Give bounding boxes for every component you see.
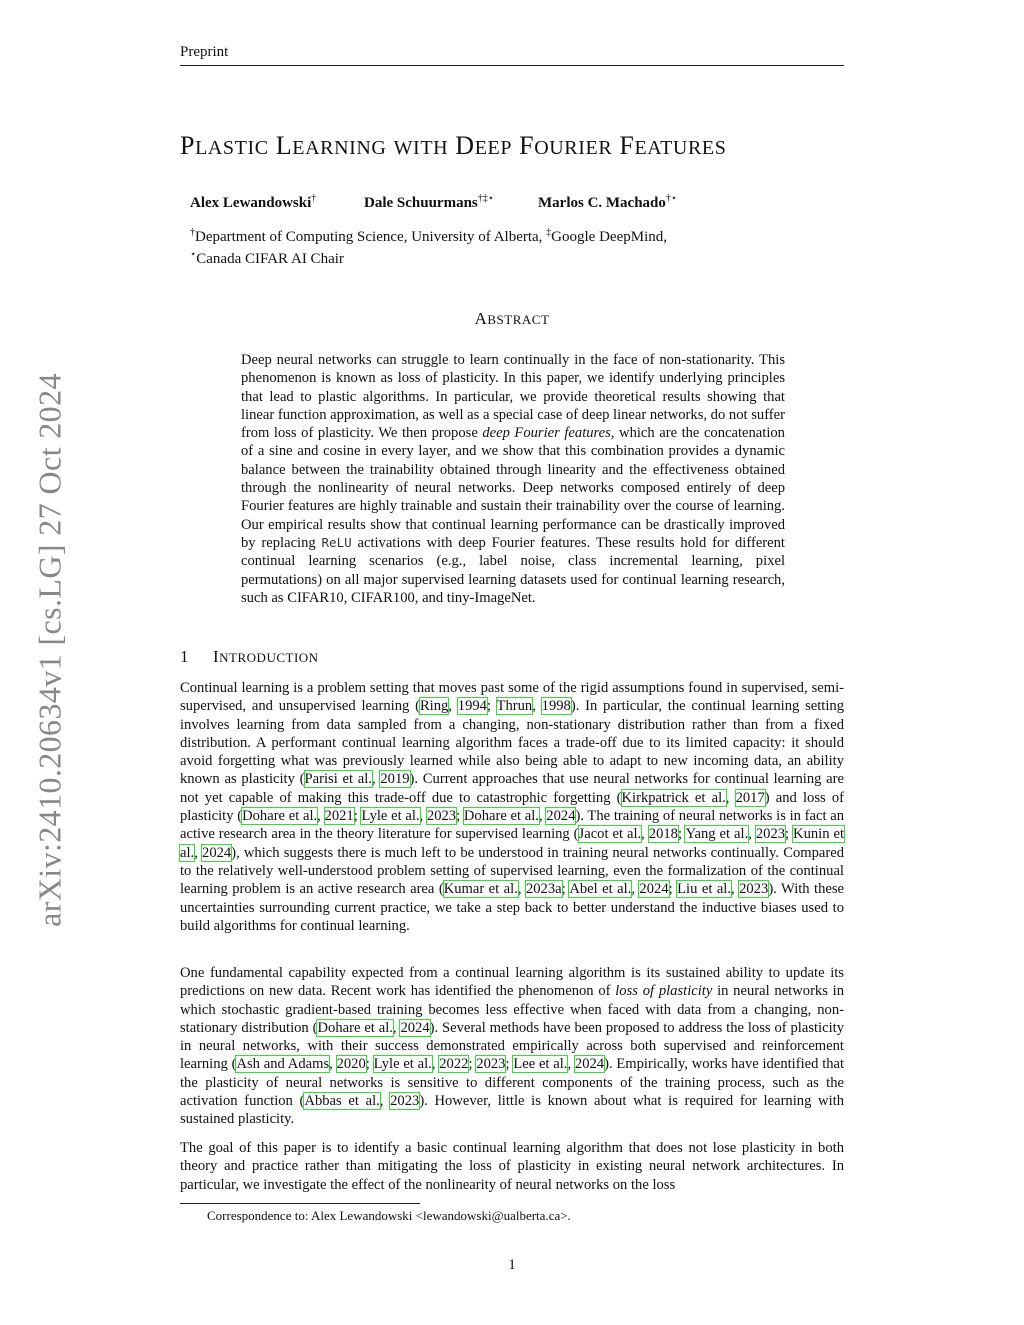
- citation-link[interactable]: 2023: [755, 826, 786, 843]
- body-text: ). Current approaches that use neural networks for continual learning are not yet capable of making this trade-off due to catastrophic forgetting (: [180, 771, 844, 806]
- footnote-rule: [180, 1203, 420, 1204]
- citation-link[interactable]: Thrun: [496, 698, 533, 715]
- citation-link[interactable]: 2024: [546, 808, 576, 825]
- citation-link[interactable]: Lyle et al.: [361, 808, 420, 825]
- title-smallcaps: OURIER: [534, 137, 613, 159]
- paper-title: [180, 131, 880, 161]
- citation-link[interactable]: 2021: [324, 808, 354, 825]
- citation-link[interactable]: 2017: [735, 789, 765, 806]
- abstract-body: [241, 351, 785, 607]
- arxiv-identifier-stamp[interactable]: arXiv:2410.20634v1 [cs.LG] 27 Oct 2024: [31, 373, 68, 927]
- heading-cap: A: [474, 309, 488, 328]
- abstract-text: Deep neural networks can struggle to learn continually in the face of non-stationarity. This phenomenon is known as loss of plasticity. In this paper, we identify underlying principles that lead to plastic algorithms. In particular, we provide theoretical results showing that linear function approximation, as well as a special case of deep linear networks, do not suffer from loss of plasticity. We then propose: [241, 352, 785, 442]
- citation-link[interactable]: 2023: [390, 1093, 420, 1110]
- abstract-text: activations with deep Fourier features. These results hold for different continual learning scenarios (e.g., label noise, class incremental learning, pixel permutations) on all major supervised learning datasets used for continual learning research, such as CIFAR10, CIFAR100, and tiny-ImageNet.: [241, 534, 785, 606]
- citation-link[interactable]: Dohare et al.: [463, 808, 539, 825]
- title-cap: D: [455, 131, 475, 160]
- body-text: ). The training of neural networks is in fact an active research area in the theory literature for supervised learning (: [180, 808, 845, 843]
- affil-text: Canada CIFAR AI Chair: [196, 251, 344, 267]
- citation-link[interactable]: Yang et al.: [685, 826, 749, 843]
- heading-cap: I: [213, 647, 220, 666]
- title-cap: F: [619, 131, 635, 160]
- citation-link[interactable]: 2024: [400, 1019, 430, 1036]
- affiliations: [190, 224, 667, 268]
- title-smallcaps: LASTIC: [195, 137, 269, 159]
- citation-link[interactable]: 2019: [380, 771, 410, 788]
- title-cap: L: [275, 131, 293, 160]
- title-cap: F: [519, 131, 535, 160]
- page-number: 1: [508, 1257, 516, 1273]
- running-header: Preprint: [180, 44, 229, 60]
- body-text: One fundamental capability expected from a continual learning algorithm is its sustained ability to update its predictions on new data. Recent work has identified the phenomenon of: [180, 965, 844, 1000]
- section-number: 1: [180, 647, 189, 666]
- affil-text: Google DeepMind,: [551, 229, 667, 245]
- author-marks: †: [311, 193, 317, 204]
- title-smallcaps: EEP: [474, 137, 513, 159]
- heading-smallcaps: NTRODUCTION: [219, 650, 319, 665]
- citation-link[interactable]: Abel et al.: [569, 881, 632, 898]
- title-cap: P: [180, 131, 196, 160]
- abstract-code: ReLU: [321, 534, 352, 550]
- author: [538, 193, 677, 212]
- affil-mark: ⋆: [190, 249, 197, 260]
- intro-paragraph-3: The goal of this paper is to identify a basic continual learning algorithm that does not lose plasticity in both theory and practice rather than mitigating the loss of plasticity in existing neural network architectures. In particular, we investigate the effect of the nonlinearity of neural networks on the loss: [180, 1140, 844, 1193]
- intro-paragraph-1: Continual learning is a problem setting that moves past some of the rigid assumptions found in supervised, semi-supervised, and unsupervised learning (Ring, 1994; Thrun, 1998). In particular, the continual learning setting involves learning from data sampled from a changing, non-stationary distribution rather than from a fixed distribution. A performant continual learning algorithm faces a trade-off due to its limited capacity: it should avoid forgetting what was previously learned while also being able to adapt to new incoming data, an ability known as plasticity (Parisi et al., 2019). Current approaches that use neural networks for continual learning are not yet capable of making this trade-off due to catastrophic forgetting (Kirkpatrick et al., 2017) and loss of plasticity (Dohare et al., 2021; Lyle et al., 2023; Dohare et al., 2024). The training of neural networks is in fact an active research area in the theory literature for supervised learning (Jacot et al., 2018; Yang et al., 2023; Kunin et al., 2024), which suggests there is much left to be understood in training neural networks continually. Compared to the relatively well-understood problem setting of supervised learning, even the formalization of the continual learning problem is an active research area (Kumar et al., 2023a; Abel et al., 2024; Liu et al., 2023). With these uncertainties surrounding current practice, we take a step back to better understand the inductive biases used to build algorithms for continual learning.: [180, 680, 845, 934]
- abstract-emphasis: deep Fourier features: [482, 425, 611, 442]
- citation-link[interactable]: Lyle et al.: [373, 1056, 432, 1073]
- section-heading: [180, 647, 319, 667]
- body-emphasis: loss of plasticity: [615, 983, 713, 1000]
- author-name: Alex Lewandowski: [190, 195, 312, 211]
- citation-link[interactable]: Kirkpatrick et al.: [621, 789, 726, 806]
- citation-link[interactable]: 2023: [426, 808, 457, 825]
- citation-link[interactable]: Kumar et al.: [443, 881, 518, 898]
- abstract-heading: [0, 309, 1024, 329]
- citation-link[interactable]: 2020: [336, 1056, 366, 1073]
- author-name: Dale Schuurmans: [364, 195, 478, 211]
- footnote: Correspondence to: Alex Lewandowski <lewandowski@ualberta.ca>.: [207, 1208, 571, 1223]
- heading-smallcaps: BSTRACT: [487, 312, 550, 327]
- citation-link[interactable]: Abbas et al.: [304, 1093, 380, 1110]
- author: [190, 193, 316, 212]
- citation-link[interactable]: 2023: [739, 881, 769, 898]
- body-text: in neural networks in which stochastic gradient-based training becomes less effective when faced with data from a changing, non-stationary distribution (: [180, 983, 845, 1036]
- body-text: Continual learning is a problem setting that moves past some of the rigid assumptions found in supervised, semi-supervised, and unsupervised learning (: [180, 680, 844, 715]
- author: [364, 193, 494, 212]
- citation-link[interactable]: 2018: [648, 826, 678, 843]
- abstract-text: , which are the concatenation of a sine and cosine in every layer, and we show that this combination provides a dynamic balance between the trainability obtained through linearity and the effectiveness obtained through the nonlinearity of neural networks. Deep networks composed entirely of deep Fourier features are highly trainable and sustain their trainability over the course of learning. Our empirical results show that continual learning performance can be drastically improved by replacing: [241, 425, 785, 551]
- citation-link[interactable]: Ash and Adams: [236, 1056, 330, 1073]
- citation-link[interactable]: 1998: [541, 698, 571, 715]
- citation-link[interactable]: 2023a: [525, 881, 562, 898]
- body-text: ). Several methods have been proposed to address the loss of plasticity in neural networks, with their success demonstrated empirically across both supervised and reinforcement learning (: [180, 1019, 844, 1073]
- title-smallcaps: EARNING: [292, 137, 387, 159]
- affil-mark: †: [190, 227, 195, 238]
- title-smallcaps: WITH: [393, 137, 449, 159]
- author-name: Marlos C. Machado: [538, 195, 666, 211]
- author-marks: †⋆: [665, 193, 678, 204]
- body-text: ). However, little is known about what is required for learning with sustained plasticity.: [180, 1093, 845, 1128]
- citation-link[interactable]: 2022: [439, 1056, 469, 1073]
- header-rule: [180, 65, 844, 66]
- citation-link[interactable]: Parisi et al.: [304, 771, 372, 788]
- citation-link[interactable]: 2023: [476, 1056, 506, 1073]
- body-text: ), which suggests there is much left to be understood in training neural networks continually. Compared to the relatively well-understood problem setting of supervised learning, even the formalization of the continual learning problem is an active research area (: [180, 844, 845, 898]
- citation-link[interactable]: Liu et al.: [677, 881, 732, 898]
- citation-link[interactable]: 2024: [574, 1056, 605, 1073]
- title-smallcaps: EATURES: [634, 137, 727, 159]
- author-marks: †‡⋆: [477, 193, 495, 204]
- citation-link[interactable]: 2024: [202, 844, 232, 861]
- citation-link[interactable]: Dohare et al.: [242, 808, 318, 825]
- body-text: ). Empirically, works have identified that the plasticity of neural networks is sensitive to different components of the training process, such as the activation function (: [180, 1056, 845, 1110]
- citation-link[interactable]: Kunin et al.: [180, 826, 845, 861]
- body-text: ). With these uncertainties surrounding current practice, we take a step back to better understand the inductive biases used to build algorithms for continual learning.: [180, 881, 845, 934]
- citation-link[interactable]: Lee et al.: [513, 1056, 568, 1073]
- citation-link[interactable]: 1994: [457, 698, 487, 715]
- body-text: ) and loss of plasticity (: [180, 789, 844, 825]
- citation-link[interactable]: Dohare et al.: [317, 1019, 393, 1036]
- citation-link[interactable]: 2024: [639, 881, 669, 898]
- citation-link[interactable]: Jacot et al.: [578, 826, 642, 843]
- body-text: ). In particular, the continual learning setting involves learning from data sampled from a changing, non-stationary distribution rather than from a fixed distribution. A performant continual learning algorithm faces a trade-off due to its limited capacity: it should avoid forgetting what was previously learned while also being able to adapt to new incoming data, an ability known as plasticity (: [180, 698, 844, 788]
- intro-paragraph-2: One fundamental capability expected from a continual learning algorithm is its sustained ability to update its predictions on new data. Recent work has identified the phenomenon of loss of plasticity in neural networks in which stochastic gradient-based training becomes less effective when faced with data from a changing, non-stationary distribution (Dohare et al., 2024). Several methods have been proposed to address the loss of plasticity in neural networks, with their success demonstrated empirically across both supervised and reinforcement learning (Ash and Adams, 2020; Lyle et al., 2022; 2023; Lee et al., 2024). Empirically, works have identified that the plasticity of neural networks is sensitive to different components of the training process, such as the activation function (Abbas et al., 2023). However, little is known about what is required for learning with sustained plasticity.: [180, 965, 845, 1128]
- citation-link[interactable]: Ring: [419, 698, 449, 715]
- affil-text: Department of Computing Science, University of Alberta,: [195, 229, 547, 245]
- affil-mark: ‡: [546, 227, 552, 238]
